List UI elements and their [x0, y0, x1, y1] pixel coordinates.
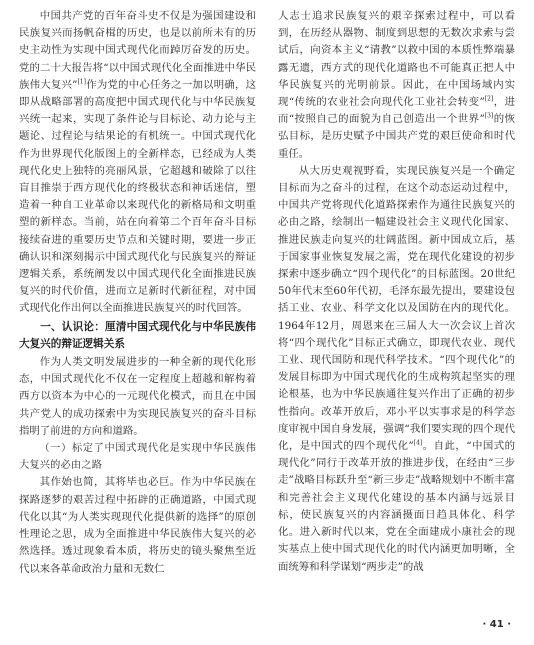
intro-text-part-2: 作为党的中心任务之一加以明确，这即从战略部署的高度把中国式现代化与中华民族复兴统一起来，实现了条件论与目标论、动力论与主题论、过程论与结果论的有机统一。中国式现代化作为世界现代化版图上的全新样态，已经成为人类现代化史上独特的亮丽风景，它超越和破除了以往盲目推崇于西方现代化的终极状态和神话迷信，塑造着一种自工业革命以来现代化的新格局和文明重塑的新样态。当前，站在向着第二个百年奋斗目标接续奋进的重要历史节点和关键时期，要进一步正确认识和深刻揭示中国式现代化与民族复兴的辩证逻辑关系，系统阐发以中国式现代化全面推进民族复兴的时代价值，进而立足新时代新征程，对中国式现代化作出何以全面推进民族复兴的时代回答。 [19, 78, 256, 315]
history-view-paragraph [278, 163, 515, 576]
intro-paragraph [19, 8, 256, 318]
continued-text-part-2: ，进而“按照自己的面貌为自己创造出一个世界” [278, 96, 516, 126]
right-column [278, 8, 515, 576]
left-column [19, 8, 256, 578]
continued-text-part-3: 的恢弘目标，是历史赋予中国共产党的艰巨使命和时代重任。 [278, 113, 516, 160]
footnote-ref-2[interactable]: [2] [484, 95, 494, 103]
continued-text-part-1: 人志士追求民族复兴的艰辛探索过程中，可以看到，在历经从器物、制度到思想的无数次求索与尝试后，向资本主义“请教”以救中国的本质性弊端暴露无遗，西方式的现代化道路也不可能真正把人中华民族复兴的光明前景。因此，在中国场域内实现“传统的农业社会向现代化工业社会转变” [278, 10, 515, 109]
footnote-ref-1[interactable]: [1] [77, 78, 86, 86]
subsection-heading-1: （一）标定了中国式现代化是实现中华民族伟大复兴的必由之路 [19, 443, 256, 472]
continued-paragraph [278, 8, 515, 163]
section-heading-epistemology: 一、认识论：厘清中国式现代化与中华民族伟大复兴的辩证逻辑关系 [19, 320, 256, 350]
subsection-body-paragraph: 其作始也简，其将毕也必巨。作为中华民族在探路逐梦的艰苦过程中拓辟的正确道路，中国式现代化以其“为人类实现现代化提供新的选择”的原创性理论之思，成为全面推进中华民族伟大复兴的必然选择。透过现象看本质，将历史的镜头聚焦至近代以来各革命政治力量和无数仁 [19, 476, 256, 575]
section-intro-paragraph: 作为人类文明发展进步的一种全新的现代化形态，中国式现代化不仅在一定程度上超越和解构着西方以资本为中心的一元现代化模式，而且在中国共产党人的成功探索中为实现民族复兴的奋斗目标指明了前进的方向和道路。 [19, 356, 256, 437]
history-text-part-2: 。自此，“中国式的现代化”同行于改革开放的推进步伐，在经由“三步走”战略目标跃升至“新三步走”战略规划中不断丰富和完善社会主义现代化建设的基本内涵与远景目标，使民族复兴的内容涵摄面日趋具体化、科学化。进入新时代以来，党在全面建成小康社会的现实基点上使中国式现代化的时代内涵更加明晰，全面统筹和科学谋划“两步走”的战 [278, 440, 515, 573]
page-number: · 41 · [482, 619, 511, 630]
footnote-ref-4[interactable]: [4] [413, 439, 423, 447]
footnote-ref-3[interactable]: [3] [484, 112, 494, 120]
history-text-part-1: 从大历史观视野看，实现民族复兴是一个确定目标而为之奋斗的过程，在这个动态运动过程中，中国共产党将现代化道路探索作为通往民族复兴的必由之路，绘制出一幅建设社会主义现代化国家、推进民族走向复兴的壮阔蓝图。新中国成立后，基于国家事业恢复发展之需，党在现代化建设的初步探索中逐步确立“四个现代化”的目标蓝图。20世纪50年代末至60年代初，毛泽东最先提出，要建设包括工业、农业、科学文化以及国防在内的现代化。1964年12月，周恩来在三届人大一次会议上首次将“四个现代化”目标正式确立，即现代农业、现代工业、现代国防和现代科学技术。“四个现代化”的发展目标即为中国式现代化的生成构筑起坚实的理论根基，也为中华民族通往复兴作出了正确的初步性指向。改革开放后，邓小平以实事求是的科学态度审视中国自身发展，强调“我们要实现的四个现代化，是中国式的四个现代化” [278, 164, 515, 453]
intro-text-part-1: 中国共产党的百年奋斗史不仅是为强国建设和民族复兴而扬帆奋楫的历史，也是以前所未有的历史主动性为实现中国式现代化而踔厉奋发的历史。党的二十大报告将“以中国式现代化全面推进中华民族伟大复兴” [19, 10, 256, 91]
